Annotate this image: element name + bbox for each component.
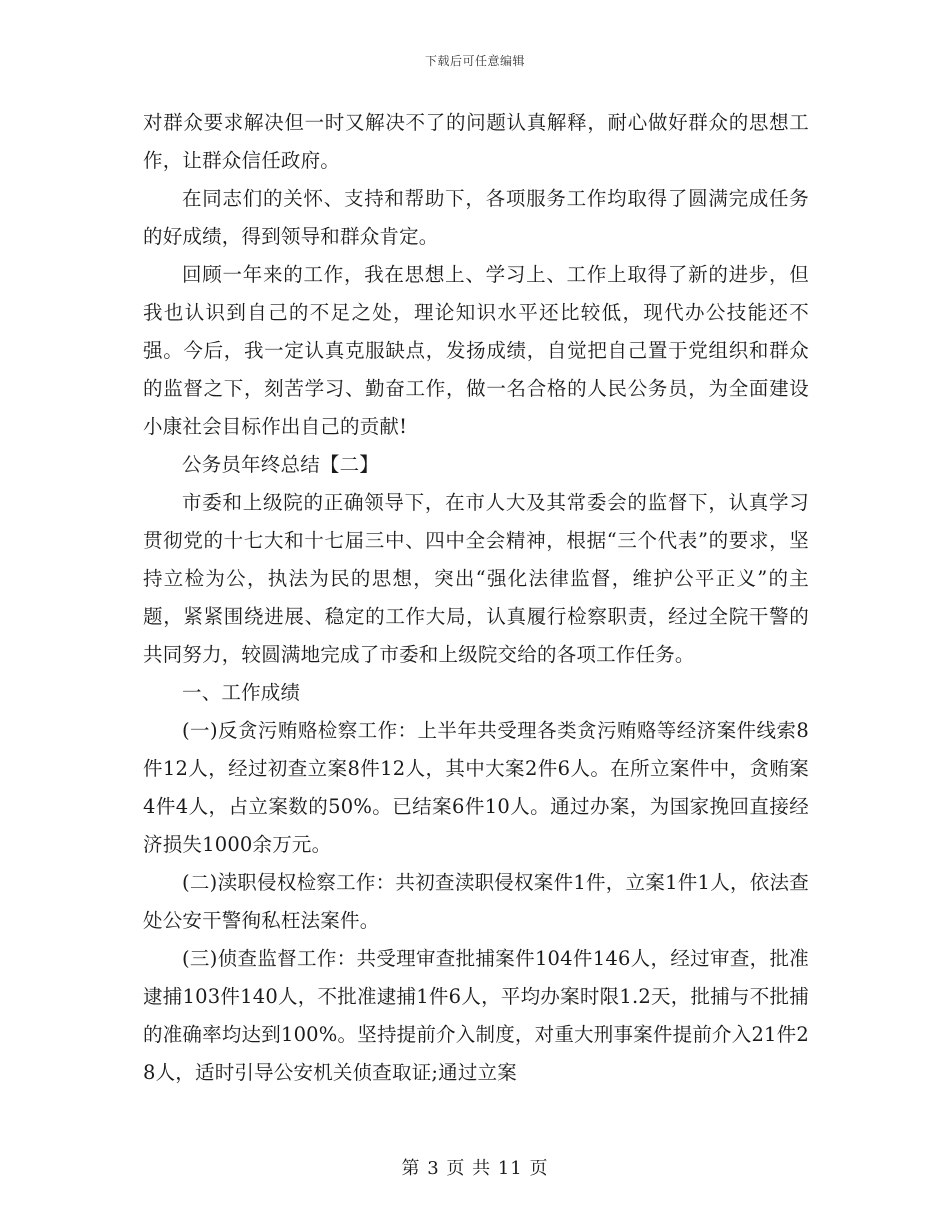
paragraph-malfeasance: (二)渎职侵权检察工作：共初查渎职侵权案件1件，立案1件1人，依法查处公安干警徇私枉法案件。: [143, 871, 809, 932]
section-heading-achievements: 一、工作成绩: [182, 681, 301, 704]
paragraph-review: 回顾一年来的工作，我在思想上、学习上、工作上取得了新的进步，但我也认识到自己的不足之处，理论知识水平还比较低，现代办公技能还不强。今后，我一定认真克服缺点，发扬成绩，自觉把自己置于党组织和群众的监督之下，刻苦学习、勤奋工作，做一名合格的人民公务员，为全面建设小康社会目标作出自己的贡献!: [143, 263, 809, 438]
page-header-note: 下载后可任意编辑: [424, 54, 525, 68]
document-body: [143, 104, 809, 1092]
paragraph-anti-corruption: (一)反贪污贿赂检察工作：上半年共受理各类贪污贿赂等经济案件线索8件12人，经过初查立案8件12人，其中大案2件6人。在所立案件中，贪贿案4件4人，占立案数的50%。已结案6件10人。通过办案，为国家挽回直接经济损失1000余万元。: [143, 719, 809, 856]
page-number: 第 3 页 共 11 页: [401, 1158, 549, 1179]
paragraph-continuation: 对群众要求解决但一时又解决不了的问题认真解释，耐心做好群众的思想工作，让群众信任政府。: [143, 111, 809, 172]
paragraph-intro: 市委和上级院的正确领导下，在市人大及其常委会的监督下，认真学习贯彻党的十七大和十七届三中、四中全会精神，根据“三个代表”的要求，坚持立检为公，执法为民的思想，突出“强化法律监督，维护公平正义”的主题，紧紧围绕进展、稳定的工作大局，认真履行检察职责，经过全院干警的共同努力，较圆满地完成了市委和上级院交给的各项工作任务。: [143, 491, 809, 666]
section-title-summary-two: 公务员年终总结【二】: [182, 453, 380, 476]
paragraph-service-work: 在同志们的关怀、支持和帮助下，各项服务工作均取得了圆满完成任务的好成绩，得到领导和群众肯定。: [143, 187, 809, 248]
paragraph-investigation-supervision: (三)侦查监督工作：共受理审查批捕案件104件146人，经过审查，批准逮捕103件140人，不批准逮捕1件6人，平均办案时限1.2天，批捕与不批捕的准确率均达到100%。坚持提前介入制度，对重大刑事案件提前介入21件28人，适时引导公安机关侦查取证;通过立案: [143, 947, 809, 1084]
